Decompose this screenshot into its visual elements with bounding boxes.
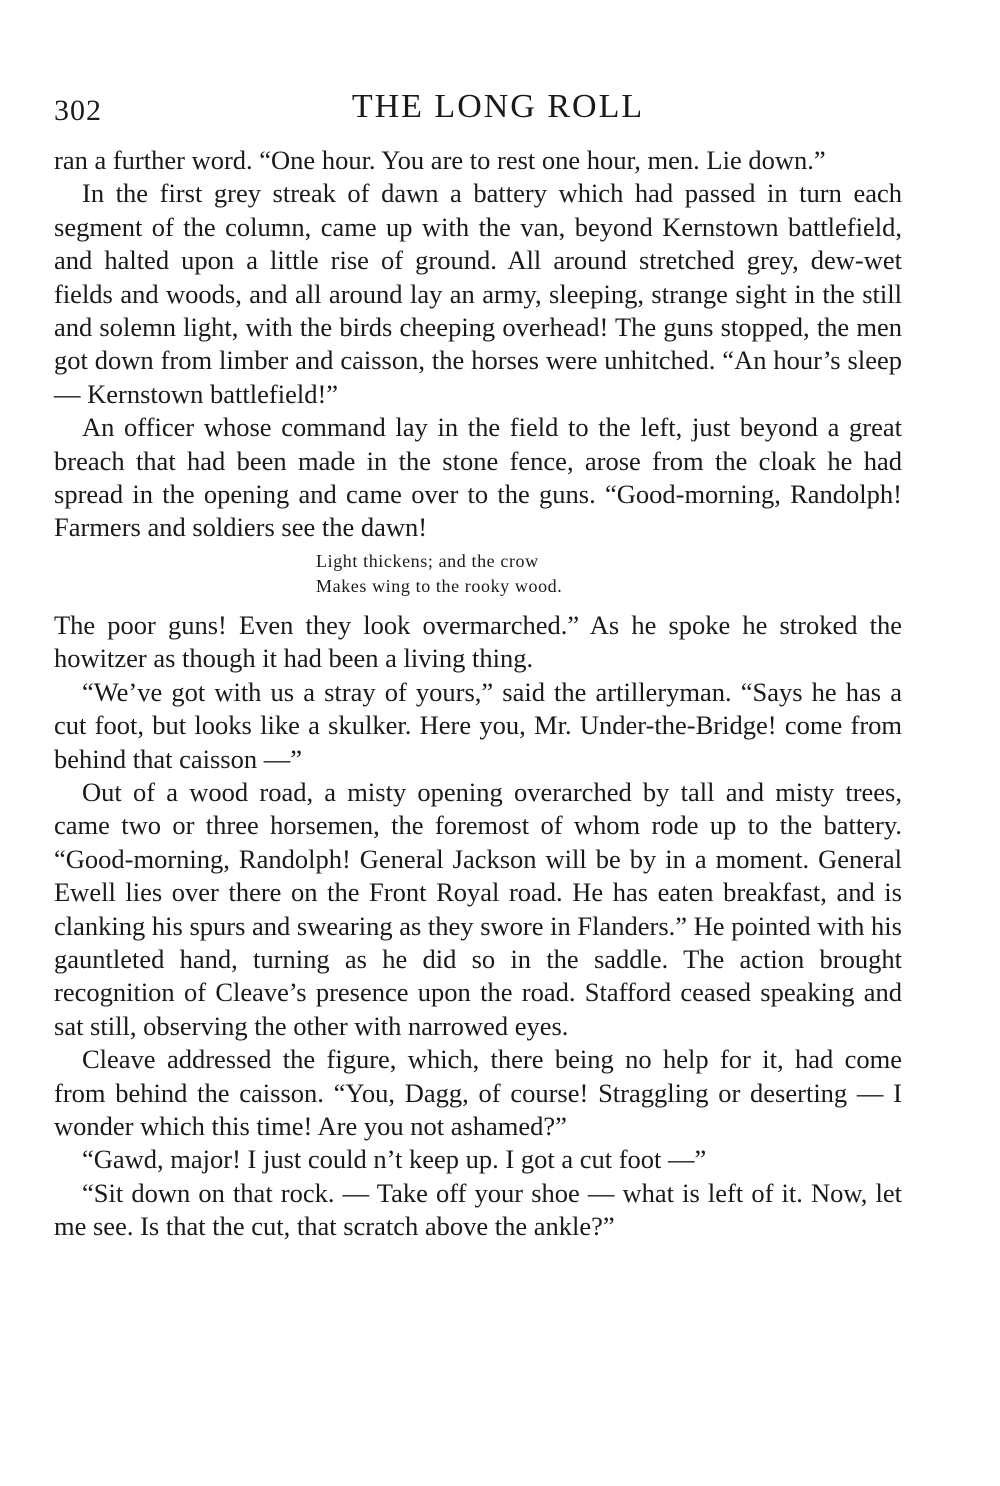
paragraph: ran a further word. “One hour. You are to rest one hour, men. Lie down.” bbox=[54, 145, 826, 175]
paragraph: “We’ve got with us a stray of yours,” said the artilleryman. “Says he has a cut foot, but looks like a skulker. Here you, Mr. Under-the-Bridge! come from behind that caisson —” bbox=[54, 676, 902, 774]
verse-line: Makes wing to the rooky wood. bbox=[316, 575, 563, 596]
page-number: 302 bbox=[54, 94, 102, 127]
verse-quotation bbox=[54, 549, 902, 599]
page-header bbox=[54, 88, 902, 132]
verse-line: Light thickens; and the crow bbox=[316, 550, 539, 571]
paragraph: An officer whose command lay in the field to the left, just beyond a great breach that had been made in the stone fence, arose from the cloak he had spread in the opening and came over to the guns. “Good-morning, Randolph! Farmers and soldiers see the dawn! bbox=[54, 412, 902, 543]
paragraph: The poor guns! Even they look overmarched.” As he spoke he stroked the howitzer as though it had been a living thing. bbox=[54, 609, 902, 674]
book-page bbox=[54, 88, 902, 1244]
paragraph: “Gawd, major! I just could n’t keep up. I got a cut foot —” bbox=[82, 1144, 707, 1175]
running-title: THE LONG ROLL bbox=[351, 88, 645, 125]
paragraph: In the first grey streak of dawn a battery which had passed in turn each segment of the column, came up with the van, beyond Kernstown battlefield, and halted upon a little rise of ground. All around stretched grey, dew-wet fields and woods, and all around lay an army, sleeping, strange sight in the still and solemn light, with the birds cheeping overhead! The guns stopped, the men got down from limber and caisson, the horses were unhitched. “An hour’s sleep — Kernstown battlefield!” bbox=[54, 178, 902, 409]
body-text bbox=[54, 144, 902, 1244]
paragraph: Cleave addressed the figure, which, there being no help for it, had come from behind the caisson. “You, Dagg, of course! Straggling or deserting — I wonder which this time! Are you not ashamed?” bbox=[54, 1044, 902, 1141]
paragraph: Out of a wood road, a misty opening overarched by tall and misty trees, came two or three horsemen, the foremost of whom rode up to the battery. “Good-morning, Randolph! General Jackson will be by in a moment. General Ewell lies over there on the Front Royal road. He has eaten breakfast, and is clanking his spurs and swearing as they swore in Flanders.” He pointed with his gauntleted hand, turning as he did so in the saddle. The action brought recognition of Cleave’s presence upon the road. Stafford ceased speaking and sat still, observing the other with narrowed eyes. bbox=[54, 776, 902, 1041]
paragraph: “Sit down on that rock. — Take off your shoe — what is left of it. Now, let me see. Is that the cut, that scratch above the ankle?” bbox=[54, 1177, 902, 1242]
